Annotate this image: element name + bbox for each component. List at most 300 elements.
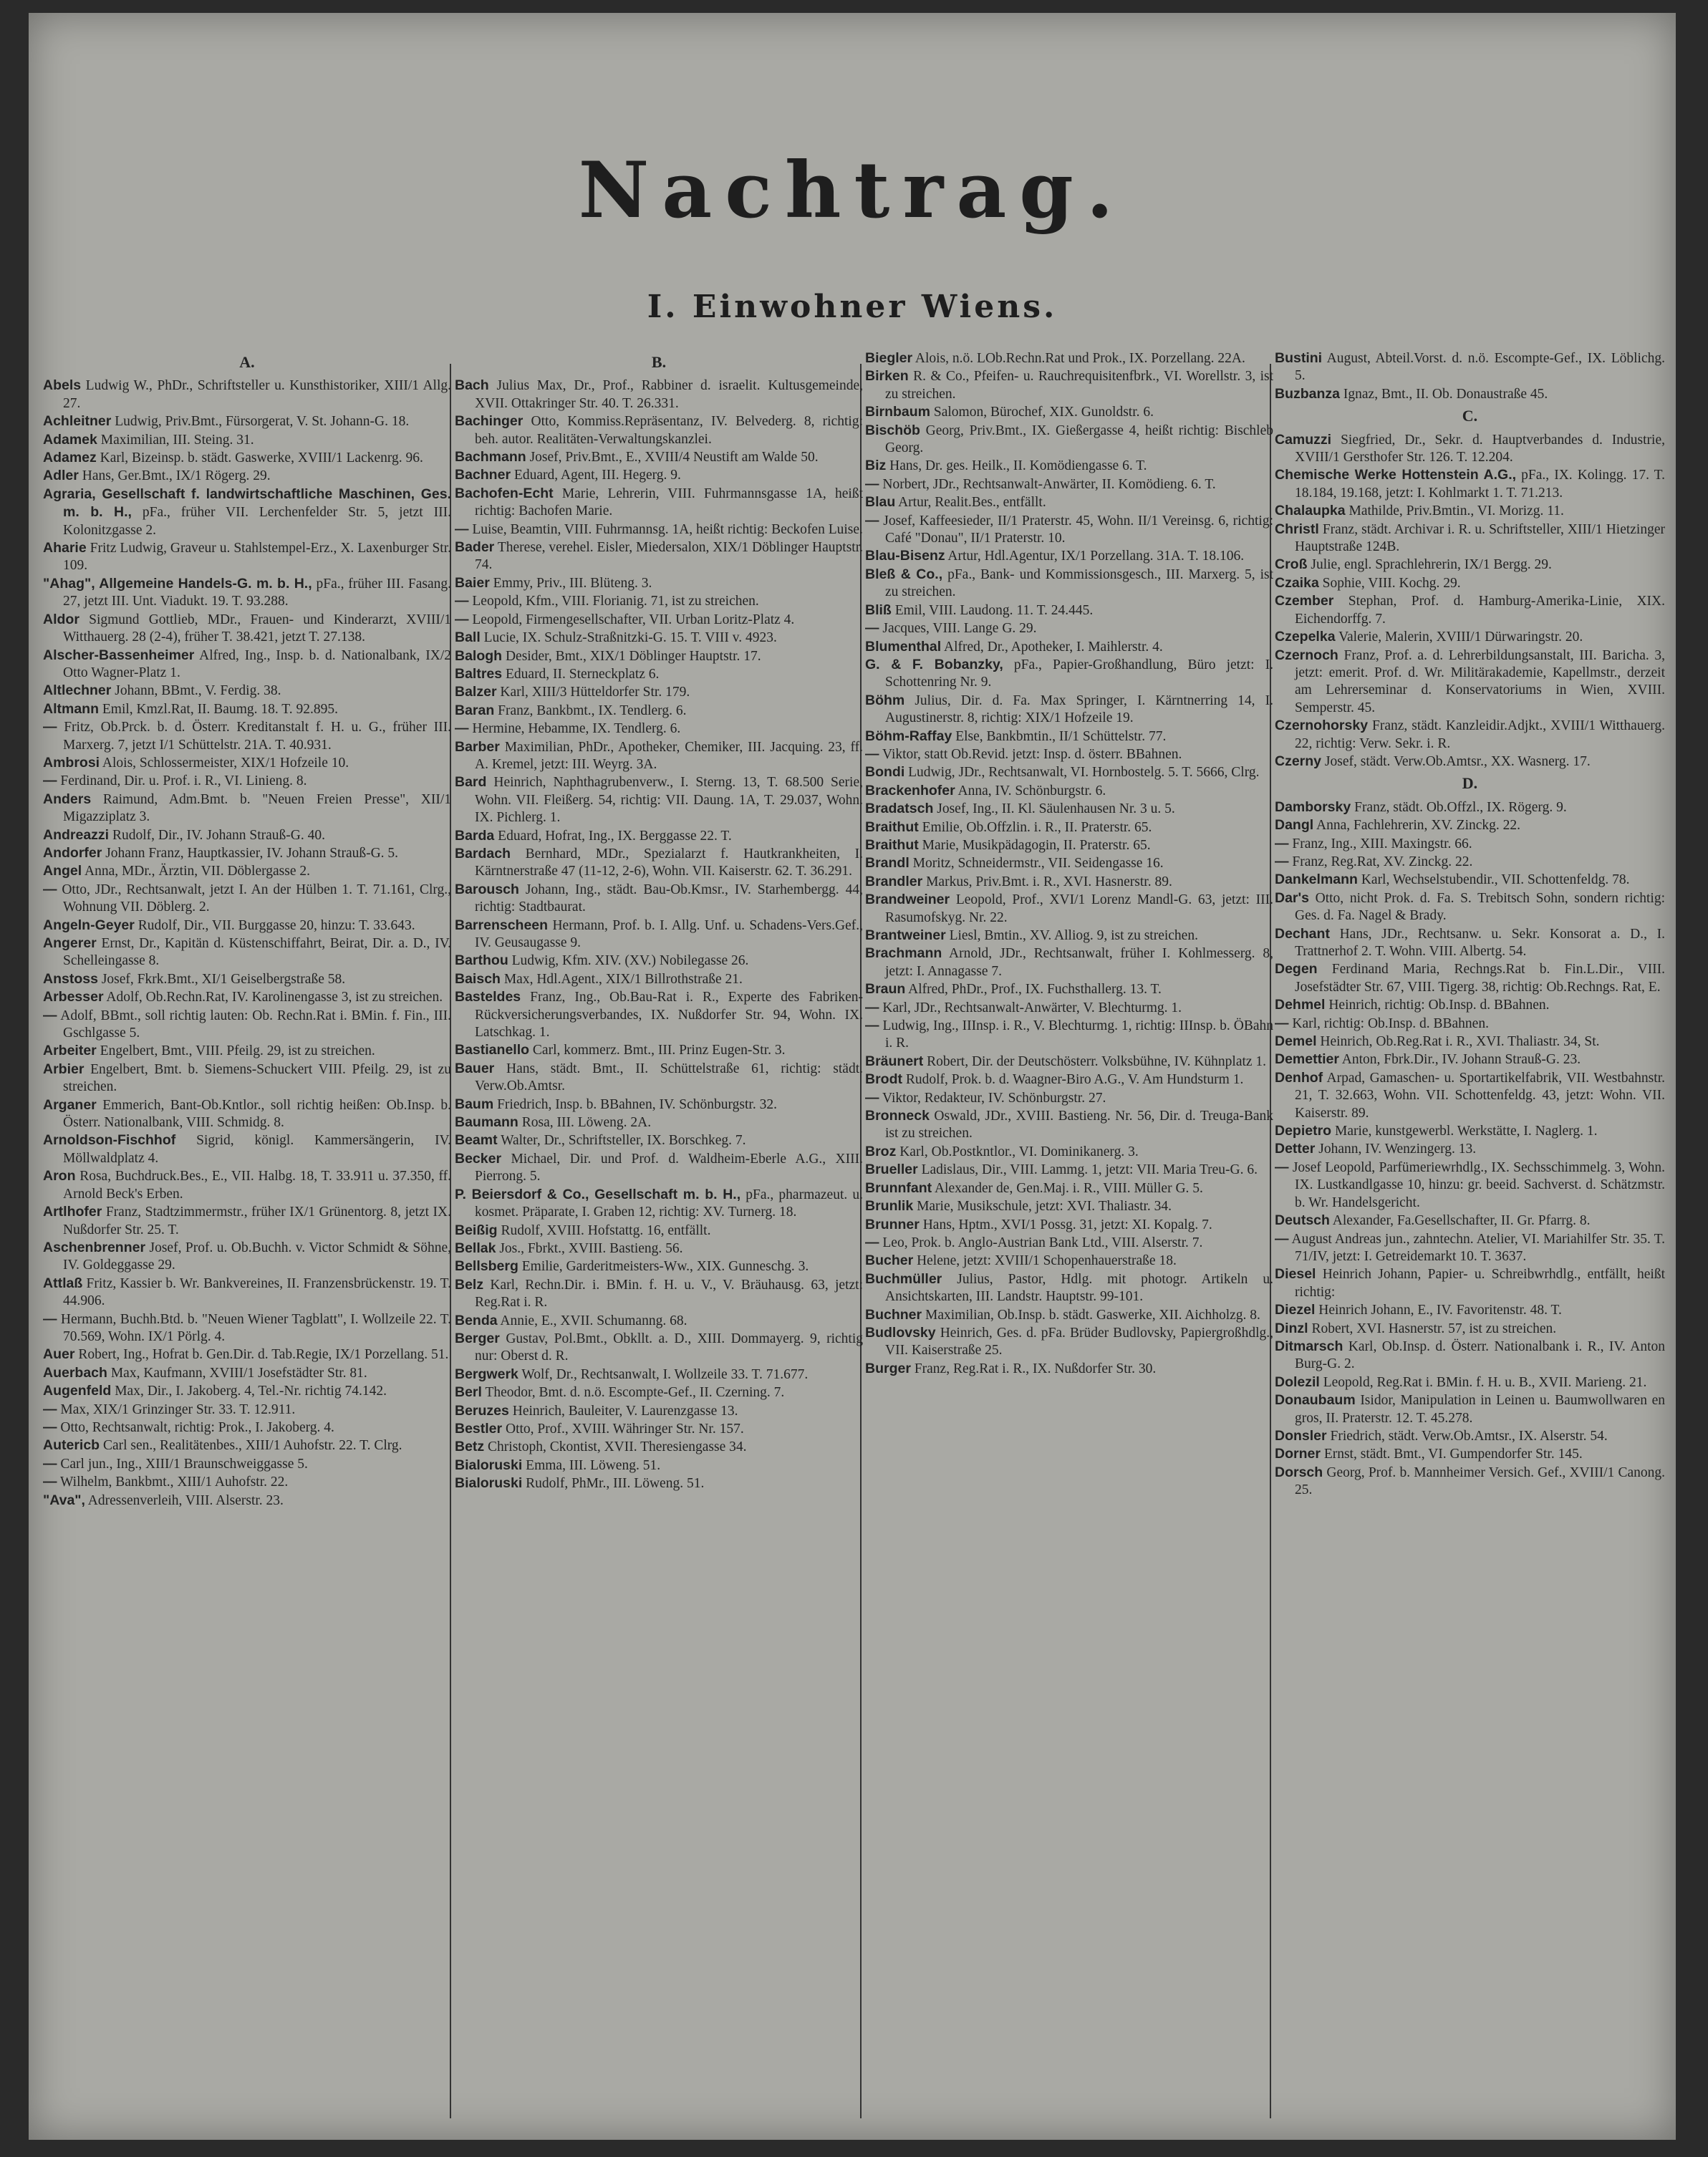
entry-details: Otto, nicht Prok. d. Fa. S. Trebitsch Sohn, sondern richtig: Ges. d. Fa. Nagel & Brady. <box>1295 890 1665 924</box>
directory-entry <box>43 1455 451 1473</box>
entry-name: Blau <box>865 494 896 511</box>
entry-details: Robert, Ing., Hofrat b. Gen.Dir. d. Tab.Regie, IX/1 Porzellang. 51. <box>78 1347 449 1363</box>
entry-details: Josef, Fkrk.Bmt., XI/1 Geiselbergstraße 58. <box>101 971 346 987</box>
entry-details: Hans, städt. Bmt., II. Schüttelstraße 61, richtig: städt. Verw.Ob.Amtsr. <box>475 1061 863 1094</box>
entry-name: — <box>865 745 879 762</box>
entry-name: — <box>43 1401 57 1417</box>
directory-entry <box>1275 1320 1665 1338</box>
entry-details: Emil, VIII. Laudong. 11. T. 24.445. <box>894 602 1094 618</box>
entry-details: Robert, Dir. der Deutschösterr. Volksbühne, IV. Kühnplatz 1. <box>927 1053 1267 1069</box>
entry-details: Rudolf, Dir., IV. Johann Strauß-G. 40. <box>112 827 325 843</box>
directory-entry <box>1275 1427 1665 1445</box>
entry-name: Bauer <box>455 1060 495 1076</box>
entry-details: Isidor, Manipulation in Leinen u. Baumwollwaren en gros, II. Praterstr. 12. T. 45.278. <box>1295 1393 1665 1426</box>
directory-entry <box>43 862 451 880</box>
entry-details: Sigrid, königl. Kammersängerin, IV. Möllwaldplatz 4. <box>63 1133 451 1166</box>
entry-name: Böhm <box>865 692 905 708</box>
entry-details: Fritz, Ob.Prck. b. d. Österr. Kreditanstalt f. H. u. G., früher III. Marxerg. 7, jetzt I/1 Schüttelstr. 21A. T. 40.931. <box>63 720 451 753</box>
entry-name: Czernoch <box>1275 647 1338 663</box>
directory-entry <box>455 1240 863 1258</box>
directory-entry <box>1275 556 1665 574</box>
directory-entry <box>455 881 863 917</box>
directory-entry <box>455 917 863 952</box>
entry-name: Ambrosi <box>43 754 100 771</box>
directory-entry <box>455 773 863 826</box>
entry-details: Franz, städt. Ob.Offzl., IX. Rögerg. 9. <box>1354 799 1567 815</box>
directory-entry <box>43 611 451 647</box>
directory-entry <box>455 1475 863 1492</box>
letter-heading: C. <box>1462 407 1478 425</box>
directory-entry <box>455 1131 863 1149</box>
column-2 <box>455 349 863 2125</box>
entry-name: Bradatsch <box>865 801 934 817</box>
entry-details: Arnold, JDr., Rechtsanwalt, früher I. Kohlmesserg. 8, jetzt: I. Annagasse 7. <box>885 946 1273 979</box>
directory-entry <box>1275 1301 1665 1319</box>
directory-entry <box>455 412 863 448</box>
entry-details: Heinrich, Ob.Reg.Rat i. R., XVI. Thaliastr. 34, St. <box>1320 1034 1600 1050</box>
directory-entry <box>1275 349 1665 385</box>
directory-entry <box>43 970 451 988</box>
directory-entry <box>43 1007 451 1043</box>
entry-name: Brackenhofer <box>865 782 955 798</box>
entry-name: Baum <box>455 1096 494 1112</box>
directory-entry <box>865 1053 1273 1071</box>
directory-entry <box>865 819 1273 836</box>
entry-name: Böhm-Raffay <box>865 728 952 744</box>
entry-details: Rudolf, PhMr., III. Löweng. 51. <box>526 1476 705 1492</box>
entry-details: Leopold, Reg.Rat i. BMin. f. H. u. B., XVII. Marieng. 21. <box>1323 1374 1647 1390</box>
entry-details: Stephan, Prof. d. Hamburg-Amerika-Linie, XIX. Eichendorffg. 7. <box>1295 594 1665 627</box>
entry-name: Bachofen-Echt <box>455 485 554 501</box>
entry-name: Arnoldson-Fischhof <box>43 1132 176 1149</box>
entry-details: Artur, Hdl.Agentur, IX/1 Porzellang. 31A. T. 18.106. <box>947 549 1245 564</box>
directory-entry <box>1275 1159 1665 1212</box>
directory-entry <box>455 448 863 466</box>
entry-name: — <box>43 1474 57 1490</box>
entry-details: Bernhard, MDr., Spezialarzt f. Hautkrankheiten, I. Kärntnerstraße 47 (11-12, 2-6), Wohn. VII. Kaiserstr. 62. T. 36.291. <box>475 846 863 879</box>
entry-details: pFa., IX. Kolingg. 17. T. 18.184, 19.168, jetzt: I. Kohlmarkt 1. T. 71.213. <box>1295 468 1665 501</box>
entry-name: Ditmarsch <box>1275 1338 1343 1354</box>
directory-entry <box>865 422 1273 458</box>
entry-name: Auerbach <box>43 1364 107 1381</box>
entry-name: Demettier <box>1275 1051 1339 1068</box>
entry-name: Burger <box>865 1360 911 1376</box>
letter-heading: D. <box>1462 774 1478 793</box>
entry-name: Anders <box>43 791 92 807</box>
entry-details: Josef, städt. Verw.Ob.Amtsr., XX. Wasnerg. 17. <box>1324 753 1591 769</box>
directory-entry <box>455 1114 863 1131</box>
letter-heading: B. <box>651 353 667 371</box>
entry-details: Arpad, Gamaschen- u. Sportartikelfabrik, VII. Westbahnstr. 21, T. 32.663, Wohn. VII. Schottenfeldg. 43, jetzt: Wohn. VII. Kaiserstr. 89. <box>1295 1070 1665 1121</box>
entry-name: Dehmel <box>1275 997 1326 1013</box>
entry-name: Berger <box>455 1330 500 1346</box>
entry-details: Max, Hdl.Agent., XIX/1 Billrothstraße 21. <box>503 971 743 987</box>
directory-entry <box>1275 592 1665 628</box>
entry-details: Viktor, Redakteur, IV. Schönburgstr. 27. <box>882 1090 1106 1106</box>
entry-name: P. Beiersdorf & Co., Gesellschaft m. b. H., <box>455 1186 741 1202</box>
entry-name: Bader <box>455 539 495 556</box>
entry-details: Josef, Ing., II. Kl. Säulenhausen Nr. 3 u. 5. <box>937 801 1175 817</box>
entry-name: Bialoruski <box>455 1457 523 1473</box>
directory-entry <box>865 1179 1273 1197</box>
directory-entry <box>43 1382 451 1400</box>
entry-name: Bach <box>455 377 489 394</box>
directory-entry <box>1275 871 1665 889</box>
entry-details: Maximilian, III. Steing. 31. <box>100 432 254 448</box>
entry-name: — <box>865 512 879 529</box>
entry-details: Mathilde, Priv.Bmtin., VI. Morizg. 11. <box>1348 503 1564 519</box>
directory-entry <box>455 1041 863 1059</box>
entry-name: Brunnfant <box>865 1179 932 1196</box>
entry-details: Leopold, Firmengesellschafter, VII. Urban Loritz-Platz 4. <box>472 612 795 627</box>
directory-entry <box>865 1107 1273 1143</box>
page-title: Nachtrag. <box>578 145 1126 236</box>
entry-details: Johann Franz, Hauptkassier, IV. Johann Strauß-G. 5. <box>105 845 399 861</box>
entry-details: Emma, III. Löweng. 51. <box>526 1457 661 1473</box>
entry-name: Diezel <box>1275 1302 1316 1318</box>
entry-details: R. & Co., Pfeifen- u. Rauchrequisitenfbrk., VI. Worellstr. 3, ist zu streichen. <box>885 369 1273 402</box>
entry-details: Eduard, Agent, III. Hegerg. 9. <box>513 468 681 483</box>
entry-name: — <box>43 1311 57 1327</box>
directory-entry <box>865 980 1273 998</box>
entry-name: — <box>455 720 469 737</box>
entry-name: Dolezil <box>1275 1374 1320 1390</box>
entry-details: Adolf, Ob.Rechn.Rat, IV. Karolinengasse 3, ist zu streichen. <box>106 990 443 1005</box>
directory-entry <box>1275 960 1665 996</box>
entry-name: Benda <box>455 1312 498 1328</box>
entry-details: Ladislaus, Dir., VIII. Lammg. 1, jetzt: VII. Maria Treu-G. 6. <box>921 1162 1258 1178</box>
entry-details: Lucie, IX. Schulz-Straßnitzki-G. 15. T. VIII v. 4923. <box>483 630 777 646</box>
entry-name: Anstoss <box>43 970 98 987</box>
entry-details: Franz, Reg.Rat i. R., IX. Nußdorfer Str. 30. <box>914 1361 1157 1376</box>
directory-entry <box>455 521 863 539</box>
entry-details: Heinrich, Naphthagrubenverw., I. Sterng. 13, T. 68.500 Serie, Wohn. VII. Fleißerg. 54, richtig: VII. Daung. 1A, T. 29.037, Wohn. IX. Pichlerg. 1. <box>475 775 863 826</box>
entry-details: Heinrich, richtig: Ob.Insp. d. BBahnen. <box>1328 998 1550 1013</box>
entry-details: Hans, JDr., Rechtsanw. u. Sekr. Konsorat a. D., I. Trattnerhof 2. T. Wohn. VIII. Albertg. 54. <box>1295 926 1665 959</box>
directory-entry <box>1275 1122 1665 1140</box>
entry-name: Barda <box>455 827 495 844</box>
directory-entry <box>865 1234 1273 1252</box>
entry-name: Donaubaum <box>1275 1392 1356 1409</box>
entry-details: Alexander de, Gen.Maj. i. R., VIII. Müller G. 5. <box>934 1180 1203 1196</box>
entry-details: Josef, Kaffeesieder, II/1 Praterstr. 45, Wohn. II/1 Vereinsg. 6, richtig: Café "Donau", II/1 Praterstr. 10. <box>883 513 1273 546</box>
directory-entry <box>43 377 451 412</box>
entry-name: — <box>865 1018 879 1034</box>
directory-entry <box>1275 574 1665 592</box>
entry-details: Jos., Fbrkt., XVIII. Bastieng. 56. <box>499 1240 683 1256</box>
entry-details: Rosa, Buchdruck.Bes., E., VII. Halbg. 18, T. 33.911 u. 37.350, ff. Arnold Beck's Erben. <box>63 1169 451 1202</box>
entry-details: Annie, E., XVII. Schumanng. 68. <box>500 1313 687 1328</box>
entry-details: Karl, Wechselstubendir., VII. Schottenfeldg. 78. <box>1361 872 1630 888</box>
entry-name: Dar's <box>1275 889 1309 906</box>
entry-name: Barber <box>455 738 500 755</box>
entry-name: — <box>1275 1015 1289 1031</box>
entry-details: Alois, Schlossermeister, XIX/1 Hofzeile 10. <box>102 755 349 771</box>
entry-details: Emilie, Ob.Offzlin. i. R., II. Praterstr. 65. <box>922 819 1152 835</box>
entry-name: Biegler <box>865 350 913 366</box>
entry-details: Otto, JDr., Rechtsanwalt, jetzt I. An der Hülben 1. T. 71.161, Clrg., Wohnung VII. Döblerg. 2. <box>62 882 451 915</box>
entry-name: — <box>865 476 879 492</box>
directory-entry <box>43 772 451 790</box>
page <box>29 13 1676 2140</box>
entry-name: Broz <box>865 1143 897 1159</box>
directory-entry <box>455 592 863 610</box>
entry-name: Bardach <box>455 845 511 862</box>
directory-entry <box>43 682 451 700</box>
entry-name: Bachner <box>455 467 511 483</box>
entry-details: Valerie, Malerin, XVIII/1 Dürwaringstr. 20. <box>1338 629 1583 645</box>
entry-details: Michael, Dir. und Prof. d. Waldheim-Eberle A.G., XIII. Pierrong. 5. <box>475 1151 863 1184</box>
entry-name: Bischöb <box>865 422 920 438</box>
entry-details: Fritz Ludwig, Graveur u. Stahlstempel-Erz., X. Laxenburger Str. 109. <box>63 541 451 574</box>
directory-entry <box>1275 1051 1665 1068</box>
entry-name: Agraria, Gesellschaft f. landwirtschaftliche Maschinen, Ges. m. b. H., <box>43 486 451 521</box>
directory-entry <box>1275 1445 1665 1463</box>
entry-details: Ludwig, Priv.Bmt., Fürsorgerat, V. St. Johann-G. 18. <box>115 414 410 430</box>
entry-name: Budlovsky <box>865 1324 936 1341</box>
directory-entry <box>1275 816 1665 834</box>
entry-name: Bucher <box>865 1253 914 1269</box>
entry-details: Franz, Stadtzimmermstr., früher IX/1 Grünentorg. 8, jetzt IX. Nußdorfer Str. 25. T. <box>63 1205 451 1237</box>
directory-entry <box>43 575 451 611</box>
directory-entry <box>455 827 863 845</box>
entry-name: — <box>43 881 57 897</box>
entry-name: Aldor <box>43 611 79 627</box>
directory-entry <box>1275 628 1665 646</box>
entry-details: Norbert, JDr., Rechtsanwalt-Anwärter, II. Komödieng. 6. T. <box>882 476 1216 492</box>
entry-details: Desider, Bmt., XIX/1 Döblinger Hauptstr. 17. <box>505 648 761 664</box>
entry-details: Ignaz, Bmt., II. Ob. Donaustraße 45. <box>1343 386 1548 402</box>
entry-details: Theodor, Bmt. d. n.ö. Escompte-Gef., II. Czerning. 7. <box>485 1385 785 1401</box>
entry-details: Emmerich, Bant-Ob.Kntlor., soll richtig heißen: Ob.Insp. b. Österr. Nationalbank, VIII. Schmidg. 8. <box>63 1097 451 1131</box>
directory-entry <box>865 1089 1273 1107</box>
directory-entry <box>865 782 1273 800</box>
entry-details: Viktor, statt Ob.Revid. jetzt: Insp. d. österr. BBahnen. <box>882 746 1182 762</box>
directory-entry <box>455 720 863 738</box>
entry-details: Marie, Lehrerin, VIII. Fuhrmannsgasse 1A, heißt richtig: Bachofen Marie. <box>475 486 863 519</box>
entry-details: Julie, engl. Sprachlehrerin, IX/1 Bergg. 29. <box>1311 557 1552 573</box>
entry-name: Augenfeld <box>43 1383 112 1399</box>
entry-name: Diesel <box>1275 1266 1316 1283</box>
entry-name: Angerer <box>43 935 97 951</box>
entry-name: Dankelmann <box>1275 872 1358 888</box>
directory-entry <box>43 1096 451 1132</box>
entry-name: Barousch <box>455 881 519 897</box>
entry-name: Depietro <box>1275 1123 1332 1139</box>
directory-entry <box>865 367 1273 403</box>
directory-entry <box>455 683 863 701</box>
directory-entry <box>865 854 1273 872</box>
directory-entry <box>43 539 451 575</box>
directory-entry <box>865 728 1273 745</box>
entry-name: Bellsberg <box>455 1258 518 1275</box>
directory-entry <box>865 638 1273 656</box>
entry-details: Julius Max, Dr., Prof., Rabbiner d. israelit. Kultusgemeinde, XVII. Ottakringer Str. 40. T. 26.331. <box>475 378 863 411</box>
directory-entry <box>455 1330 863 1366</box>
directory-entry <box>1275 1338 1665 1374</box>
entry-details: Franz, städt. Kanzleidir.Adjkt., XVIII/1 Witthauerg. 22, richtig: Verw. Sekr. i. R. <box>1295 718 1665 751</box>
entry-details: Johann, BBmt., V. Ferdig. 38. <box>115 683 281 699</box>
entry-details: Liesl, Bmtin., XV. Alliog. 9, ist zu streichen. <box>949 928 1198 943</box>
entry-name: Czerny <box>1275 753 1322 769</box>
directory-entry <box>43 1167 451 1203</box>
directory-entry <box>865 1216 1273 1234</box>
directory-entry <box>865 656 1273 692</box>
directory-entry <box>455 629 863 647</box>
directory-entry <box>865 745 1273 763</box>
directory-entry <box>865 873 1273 891</box>
entry-details: Carl sen., Realitätenbes., XIII/1 Auhofstr. 22. T. Clrg. <box>102 1438 402 1454</box>
directory-entry <box>865 1161 1273 1179</box>
directory-entry <box>455 1186 863 1222</box>
entry-name: Blau-Bisenz <box>865 548 945 564</box>
entry-details: pFa., pharmazeut. u. kosmet. Präparate, I. Graben 12, richtig: XV. Turnerg. 18. <box>475 1187 863 1220</box>
entry-details: Alfred, PhDr., Prof., IX. Fuchsthallerg. 13. T. <box>908 982 1162 998</box>
entry-name: Basteldes <box>455 989 521 1005</box>
entry-name: Betz <box>455 1439 485 1455</box>
entry-details: Franz, Ing., Ob.Bau-Rat i. R., Experte des Fabriken-Rückversicherungsverbandes, IX. Nußdorfer Str. 94, Wohn. IX. Latschkag. 1. <box>475 990 863 1041</box>
directory-entry <box>455 952 863 970</box>
directory-entry <box>43 1275 451 1311</box>
directory-entry <box>455 702 863 720</box>
entry-name: Balogh <box>455 647 503 664</box>
entry-name: Bestler <box>455 1420 503 1437</box>
entry-details: Luise, Beamtin, VIII. Fuhrmannsg. 1A, heißt richtig: Beckofen Luise. <box>472 521 863 537</box>
directory-entry <box>865 836 1273 854</box>
entry-details: Leopold, Kfm., VIII. Florianig. 71, ist zu streichen. <box>472 594 759 609</box>
directory-entry <box>43 844 451 862</box>
entry-details: Robert, XVI. Hasnerstr. 57, ist zu streichen. <box>1311 1321 1557 1336</box>
directory-entry <box>1275 1464 1665 1500</box>
entry-name: Arbesser <box>43 989 104 1005</box>
entry-details: Karl, Bizeinsp. b. städt. Gaswerke, XVIII/1 Lackenrg. 96. <box>100 450 423 466</box>
directory-entry <box>43 1364 451 1382</box>
directory-entry <box>1275 798 1665 816</box>
entry-details: Alexander, Fa.Gesellschafter, II. Gr. Pfarrg. 8. <box>1332 1213 1591 1229</box>
directory-entry <box>43 431 451 449</box>
entry-details: Max, XIX/1 Grinzinger Str. 33. T. 12.911. <box>60 1401 296 1417</box>
directory-entry <box>455 1060 863 1096</box>
directory-entry <box>865 692 1273 728</box>
entry-name: Camuzzi <box>1275 431 1332 448</box>
directory-entry <box>455 1276 863 1312</box>
entry-details: Hermann, Prof. b. I. Allg. Unf. u. Schadens-Vers.Gef., IV. Geusaugasse 9. <box>475 917 863 950</box>
entry-details: Wolf, Dr., Rechtsanwalt, I. Wollzeile 33. T. 71.677. <box>521 1366 809 1382</box>
entry-name: Buchner <box>865 1306 922 1323</box>
directory-entry <box>1275 502 1665 520</box>
entry-details: Rudolf, Dir., VII. Burggasse 20, hinzu: T. 33.643. <box>137 917 415 933</box>
entry-details: Otto, Rechtsanwalt, richtig: Prok., I. Jakoberg. 4. <box>60 1419 334 1435</box>
entry-details: Franz, Prof. a. d. Lehrerbildungsanstalt, III. Baricha. 3, jetzt: emerit. Prof. d. Wr. Militärakademie, Kapellmstr., derzeit am Lehrerseminar d. Konservatoriums in Wien, XVIII. Semperstr. 45. <box>1295 647 1665 715</box>
entry-name: — <box>43 1455 57 1472</box>
entry-details: Emil, Kmzl.Rat, II. Baumg. 18. T. 92.895. <box>102 701 338 717</box>
entry-details: Eduard, II. Sterneckplatz 6. <box>506 666 660 682</box>
entry-name: Dechant <box>1275 925 1330 942</box>
entry-details: Karl, Ob.Postkntlor., VI. Dominikanerg. 3. <box>899 1144 1139 1159</box>
entry-name: Adamez <box>43 450 97 466</box>
directory-entry <box>455 845 863 881</box>
directory-entry <box>1275 1069 1665 1122</box>
entry-name: Andreazzi <box>43 826 110 843</box>
entry-details: Hans, Hptm., XVI/1 Possg. 31, jetzt: XI. Kopalg. 7. <box>922 1217 1212 1232</box>
entry-details: Josef, Priv.Bmt., E., XVIII/4 Neustift am Walde 50. <box>529 450 819 465</box>
directory-entry <box>1275 889 1665 925</box>
directory-entry <box>43 1473 451 1491</box>
directory-entry <box>1275 466 1665 502</box>
directory-entry <box>455 665 863 683</box>
entry-details: Artur, Realit.Bes., entfällt. <box>898 495 1046 511</box>
directory-entry <box>43 1346 451 1364</box>
entry-name: Buzbanza <box>1275 385 1341 402</box>
entry-name: Alscher-Bassenheimer <box>43 647 195 663</box>
entry-name: Brandler <box>865 873 923 889</box>
directory-entry <box>1275 853 1665 871</box>
entry-name: Altlechner <box>43 682 112 699</box>
entry-name: Czernohorsky <box>1275 718 1369 734</box>
entry-details: Eduard, Hofrat, Ing., IX. Berggasse 22. T. <box>498 828 732 844</box>
entry-name: — <box>43 773 57 789</box>
directory-entry <box>43 1492 451 1510</box>
entry-details: Friedrich, städt. Verw.Ob.Amtsr., IX. Alserstr. 54. <box>1330 1428 1608 1444</box>
directory-entry <box>455 647 863 665</box>
directory-entry <box>1275 1230 1665 1266</box>
entry-name: Angel <box>43 863 82 879</box>
entry-name: Beamt <box>455 1132 498 1149</box>
entry-details: Adressenverleih, VIII. Alserstr. 23. <box>87 1492 284 1508</box>
directory-entry <box>455 466 863 484</box>
entry-details: Marie, Musikschule, jetzt: XVI. Thaliastr. 34. <box>917 1199 1172 1215</box>
directory-entry <box>1275 385 1665 403</box>
directory-entry <box>43 486 451 539</box>
entry-details: Leopold, Prof., XVI/1 Lorenz Mandl-G. 63, jetzt: III. Rasumofskyg. Nr. 22. <box>885 892 1273 925</box>
directory-entry <box>865 927 1273 945</box>
directory-entry <box>865 999 1273 1017</box>
entry-name: — <box>43 719 57 735</box>
entry-details: Hermine, Hebamme, IX. Tendlerg. 6. <box>472 721 681 737</box>
directory-entry <box>455 1366 863 1384</box>
entry-name: Bastianello <box>455 1042 530 1058</box>
directory-entry <box>865 1252 1273 1270</box>
directory-entry <box>865 457 1273 475</box>
entry-name: Aschenbrenner <box>43 1239 146 1255</box>
entry-name: Bronneck <box>865 1108 930 1124</box>
entry-details: Julius, Pastor, Hdlg. mit photogr. Artikeln u. Ansichtskarten, III. Landstr. Hauptstr. 99-101. <box>885 1271 1273 1305</box>
directory-entry <box>43 935 451 970</box>
entry-details: pFa., Papier-Großhandlung, Büro jetzt: I. Schottenring Nr. 9. <box>885 657 1273 690</box>
entry-name: Dorner <box>1275 1446 1321 1462</box>
directory-entry <box>1275 925 1665 961</box>
entry-details: Engelbert, Bmt. b. Siemens-Schuckert VIII. Pfeilg. 29, ist zu streichen. <box>63 1061 451 1095</box>
entry-details: Carl jun., Ing., XIII/1 Braunschweiggasse 5. <box>60 1456 308 1472</box>
directory-entry <box>865 1071 1273 1089</box>
entry-name: Braun <box>865 981 906 998</box>
entry-details: Johann, IV. Wenzingerg. 13. <box>1318 1142 1477 1157</box>
entry-name: Barrenscheen <box>455 917 549 933</box>
entry-name: — <box>865 620 879 637</box>
directory-entry <box>455 988 863 1041</box>
directory-entry <box>43 449 451 467</box>
directory-entry <box>1275 1212 1665 1230</box>
directory-entry <box>1275 996 1665 1014</box>
entry-details: Else, Bankbmtin., II/1 Schüttelstr. 77. <box>955 728 1167 744</box>
directory-entry <box>43 791 451 826</box>
entry-details: Emmy, Priv., III. Blüteng. 3. <box>493 575 652 591</box>
directory-entry <box>455 738 863 774</box>
entry-details: Leo, Prok. b. Anglo-Austrian Bank Ltd., VIII. Alserstr. 7. <box>882 1235 1203 1250</box>
directory-entry <box>455 485 863 521</box>
directory-entry <box>1275 1033 1665 1051</box>
entry-name: — <box>455 593 469 609</box>
